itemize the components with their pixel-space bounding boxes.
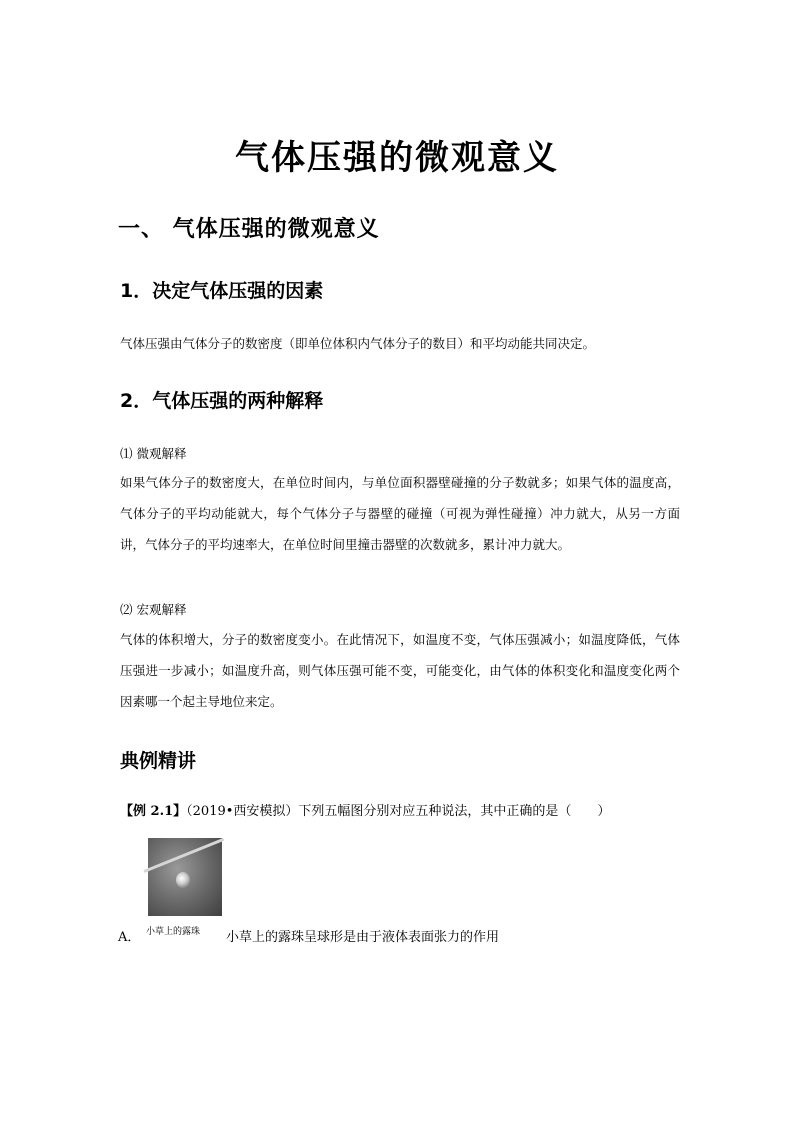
example-question-text: （2019•西安模拟）下列五幅图分别对应五种说法，其中正确的是（ ） — [186, 804, 611, 819]
example-question — [120, 800, 610, 819]
macro-explanation-label: ⑵ 宏观解释 — [120, 602, 187, 617]
macro-explanation-paragraph: 气体的体积增大，分子的数密度变小。在此情况下，如温度不变，气体压强减小；如温度降低，气体压强进一步减小；如温度升高，则气体压强可能不变，可能变化，由气体的体积变化和温度变化两个因素哪一个起主导地位来定。 — [120, 632, 680, 709]
micro-explanation-paragraph: 如果气体分子的数密度大，在单位时间内，与单位面积器壁碰撞的分子数就多；如果气体的温度高，气体分子的平均动能就大，每个气体分子与器壁的碰撞（可视为弹性碰撞）冲力就大，从另一方面讲，气体分子的平均速率大，在单位时间里撞击器壁的次数就多，累计冲力就大。 — [120, 475, 680, 552]
option-a-label: A． — [118, 930, 141, 945]
example-tag: 【例 2.1】 — [120, 804, 187, 819]
dewdrop — [176, 872, 190, 888]
page-title: 气体压强的微观意义 — [235, 138, 559, 178]
examples-heading: 典例精讲 — [120, 750, 197, 772]
dewdrop-photo — [148, 838, 222, 916]
factors-paragraph: 气体压强由气体分子的数密度（即单位体积内气体分子的数目）和平均动能共同决定。 — [120, 336, 596, 351]
grass-blade — [143, 838, 224, 873]
section-heading: 一、 气体压强的微观意义 — [118, 216, 380, 242]
subsection-heading-factors: 1．决定气体压强的因素 — [120, 280, 324, 302]
micro-explanation-label: ⑴ 微观解释 — [120, 446, 187, 461]
photo-caption: 小草上的露珠 — [146, 927, 201, 937]
option-a-text: 小草上的露珠呈球形是由于液体表面张力的作用 — [226, 930, 500, 945]
subsection-heading-explanations: 2．气体压强的两种解释 — [120, 390, 324, 412]
